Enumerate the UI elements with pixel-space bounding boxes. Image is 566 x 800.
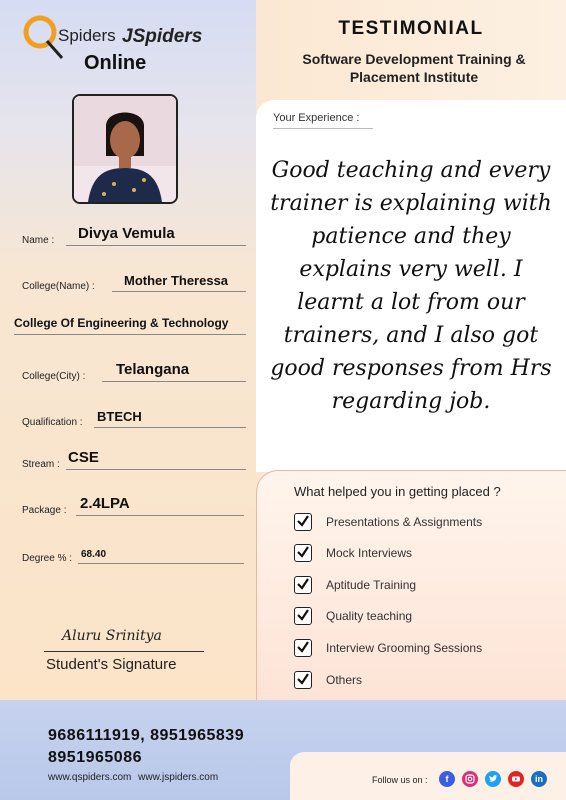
page-title: TESTIMONIAL xyxy=(338,18,484,39)
check-item-others xyxy=(294,669,362,691)
check-item-label: Aptitude Training xyxy=(326,578,417,592)
name-label: Name : xyxy=(22,235,55,246)
check-item-label: Interview Grooming Sessions xyxy=(326,641,483,655)
degree-value: 68.40 xyxy=(81,549,107,560)
college-city-value: Telangana xyxy=(116,361,190,378)
logo-online-text: Online xyxy=(84,52,147,74)
checked-checkbox-icon xyxy=(294,513,312,531)
student-portrait-image xyxy=(74,96,176,202)
package-label: Package : xyxy=(22,505,67,516)
instagram-icon[interactable] xyxy=(462,771,478,787)
college-city-field xyxy=(22,361,246,382)
college-name-field xyxy=(22,273,246,292)
qualification-field xyxy=(22,409,246,428)
phone-line-2: 8951965086 xyxy=(48,749,142,766)
check-item-label: Mock Interviews xyxy=(326,546,413,560)
check-item-aptitude-training xyxy=(294,574,416,596)
package-value: 2.4LPA xyxy=(80,495,130,512)
placement-help-title: What helped you in getting placed ? xyxy=(294,484,501,499)
check-item-presentations xyxy=(294,511,482,533)
experience-label: Your Experience : xyxy=(273,112,360,124)
signature-caption: Student's Signature xyxy=(46,656,177,673)
qualification-value: BTECH xyxy=(97,409,142,424)
checked-checkbox-icon xyxy=(294,544,312,562)
check-item-quality-teaching xyxy=(294,605,412,627)
linkedin-icon[interactable]: in xyxy=(531,771,547,787)
contact-phones xyxy=(48,725,244,769)
stream-label: Stream : xyxy=(22,459,60,470)
stream-field xyxy=(22,449,246,470)
degree-field xyxy=(22,550,244,564)
package-field xyxy=(22,495,244,516)
degree-label: Degree % : xyxy=(22,553,73,564)
twitter-icon[interactable] xyxy=(485,771,501,787)
page-subtitle: Software Development Training & Placement Institute xyxy=(302,51,526,85)
check-item-mock-interviews xyxy=(294,542,412,564)
phone-line-1: 9686111919, 8951965839 xyxy=(48,727,245,744)
check-item-interview-grooming xyxy=(294,637,482,659)
qspiders-wordmark: Spiders xyxy=(58,26,116,45)
qualification-label: Qualification : xyxy=(22,417,83,428)
checked-checkbox-icon xyxy=(294,671,312,689)
youtube-icon[interactable] xyxy=(508,771,524,787)
social-follow-box xyxy=(290,752,566,800)
facebook-icon[interactable]: f xyxy=(439,771,455,787)
college-city-label: College(City) : xyxy=(22,371,86,382)
stream-value: CSE xyxy=(68,449,99,466)
experience-text: Good teaching and every trainer is explaining with patience and they explains very well. I learnt a lot from our trainers, and I also got good responses from Hrs regarding job. xyxy=(270,158,552,414)
student-signature-scribble xyxy=(60,612,180,652)
student-photo xyxy=(72,94,178,204)
checked-checkbox-icon xyxy=(294,639,312,657)
check-item-label: Others xyxy=(326,673,363,687)
jspiders-wordmark: JSpiders xyxy=(122,26,203,47)
signature-text: Aluru Srinitya xyxy=(62,628,162,644)
college-name-continued: College Of Engineering & Technology xyxy=(14,316,229,330)
check-item-label: Presentations & Assignments xyxy=(326,515,483,529)
follow-us-label: Follow us on : xyxy=(372,775,428,785)
checked-checkbox-icon xyxy=(294,607,312,625)
name-field xyxy=(22,225,246,246)
check-item-label: Quality teaching xyxy=(326,609,413,623)
name-value: Divya Vemula xyxy=(78,225,175,242)
website-links[interactable]: www.qspiders.com www.jspiders.com xyxy=(48,772,219,783)
college-name-label: College(Name) : xyxy=(22,281,95,292)
checked-checkbox-icon xyxy=(294,576,312,594)
college-name-value: Mother Theressa xyxy=(124,273,229,288)
